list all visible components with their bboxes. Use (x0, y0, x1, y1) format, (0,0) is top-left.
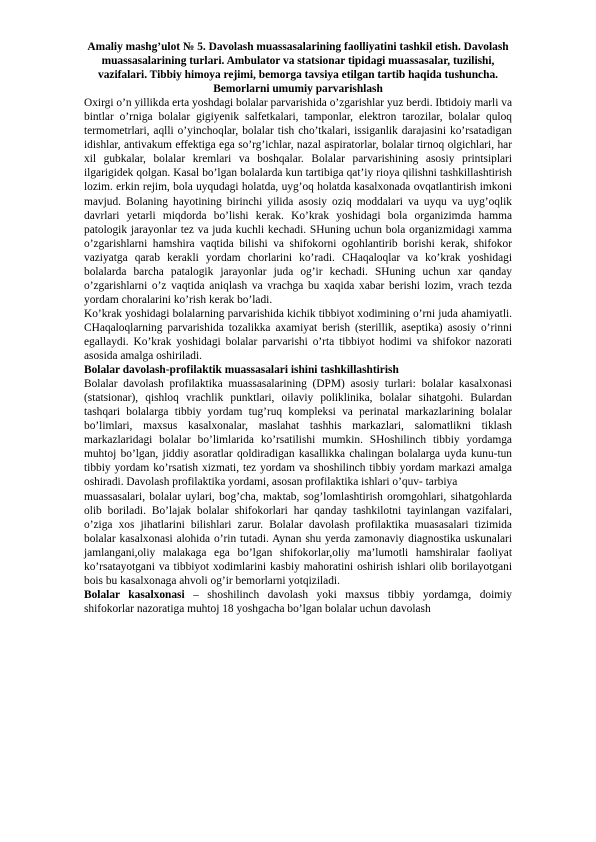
paragraph-5 (84, 588, 512, 616)
paragraph-5-text: – shoshilinch davolash yoki maxsus tibbiy yordamga, doimiy shifokorlar nazoratiga muhtoj 18 yoshgacha bo’lgan bolalar uchun davolash (84, 588, 512, 615)
paragraph-3: Bolalar davolash profilaktika muassasalarining (DPM) asosiy turlari: bolalar kasalxonasi (statsionar), qishloq vrachlik punktlari, oilaviy poliklinika, bolalar sihatgohi. Bulardan tashqari bolalarga tibbiy yordam tug’ruq kompleksi va perinatal markazlarining bolalar bo’limlari, maxsus kasalxonalar, maslahat tashhis markazlari, salomatlikni tiklash markazlaridagi bolalar bo’limlarida ko’rsatilishi mumkin. SHoshilinch tibbiy yordamga muhtoj bo’lgan, jiddiy asoratlar qoldiradigan kasallikka chalingan bolalarga uyda kunu-tun tibbiy yordam ko’rsatish xizmati, tez yordam va shoshilinch tibbiy yordam markazi amalga oshiradi. Davolash profilaktika yordami, asosan profilaktika ishlari o’quv- tarbiya (84, 378, 512, 489)
document-page (84, 40, 512, 616)
bold-lead-term: Bolalar kasalxonasi (84, 588, 185, 601)
paragraph-4: muassasalari, bolalar uylari, bog’cha, maktab, sog’lomlashtirish oromgohlari, sihatgohlarda olib boriladi. Bo’lajak bolalar shifokorlari har qanday tashkilotni tayinlangan vazifalari, o’ziga xos jihatlarini bilishlari zarur. Bolalar davolash profilaktika muasasalari tizimida bolalar kasalxonasi alohida o’rin tutadi. Aynan shu yerda zamonaviy diagnostika uskunalari jamlangani,oliy malakaga ega bo’lgan shifokorlar,oliy ma’lumotli hamshiralar faoliyat ko’rsatayotgani va tibbiyot xodimlarini kasbiy mahoratini oshirish ishlari olib borilayotgani bois bu kasalxonaga ahvoli og’ir bemorlarni yotqiziladi. (84, 490, 512, 587)
document-title: Amaliy mashg’ulot № 5. Davolash muassasalarining faolliyatini tashkil etish. Davolash muassasalarining turlari. Ambulator va statsionar tipidagi muassasalar, tuzilishi, vazifalari. Tibbiy himoya rejimi, bemorga tavsiya etilgan tartib haqida tushuncha. Bemorlarni umumiy parvarishlash (87, 41, 509, 96)
paragraph-2: Ko’krak yoshidagi bolalarning parvarishida kichik tibbiyot xodimining o’rni juda ahamiyatli. CHaqaloqlarning parvarishida tozalikka axamiyat berish (sterillik, aseptika) asosiy o’rinni egallaydi. Ko’krak yoshidagi bolalar parvarishi o’rta tibbiyot hodimi va shifokor nazorati asosida amalga oshiriladi. (84, 307, 512, 363)
paragraph-1: Oxirgi o’n yillikda erta yoshdagi bolalar parvarishida o’zgarishlar yuz berdi. Ibtidoiy marli va bintlar o’rniga bolalar gigiyenik salfetkalari, tamponlar, elektron tarozilar, bolalar quloq termometrlari, aqlli o’yinchoqlar, bolalar tish cho’tkalari, issiganlik darajasini ko’rsatadigan idishlar, antivakum effektiga ega so’rg’ichlar, nazal aspiratorlar, bolalar tirnoq olgichlari, har xil gubkalar, bolalar kremlari va boshqalar. Bolalar parvarishining asosiy printsiplari ilgarigidek qolgan. Kasal bo’lgan bolalarda kun tartibiga qat’iy rioya qilishni tashkillashtirish lozim. erkin rejim, bola uyqudagi holatda, uyg’oq holatda kasalxonada ovqatlantirish imkoni mavjud. Bolaning hayotining birinchi yilida asosiy oziq moddalari va uyqu va uyg’oqlik davrlari yetarli miqdorda bo’lishi kerak. Ko’krak yoshidagi bola organizimda hamma patologik jarayonlar tez va juda kuchli kechadi. SHuning uchun bola organizmidagi xamma o’zgarishlarni hamshira vaqtida bilishi va shifokorni ogohlantirib borishi kerak, shifokor vaziyatga qarab kerakli yordam chorlarini ko’radi. CHaqaloqlar va ko’krak yoshidagi bolalarda barcha patalogik jarayonlar juda og’ir kechadi. SHuning uchun xar qanday o’zgarishlarni o’z vaqtida aniqlash va vrachga bu xaqida xabar berishi lozim, vrach tezda yordam choralarini ko’rish kerak bo’ladi. (84, 97, 512, 306)
section-heading: Bolalar davolash-profilaktik muassasalari ishini tashkillashtirish (84, 364, 399, 377)
